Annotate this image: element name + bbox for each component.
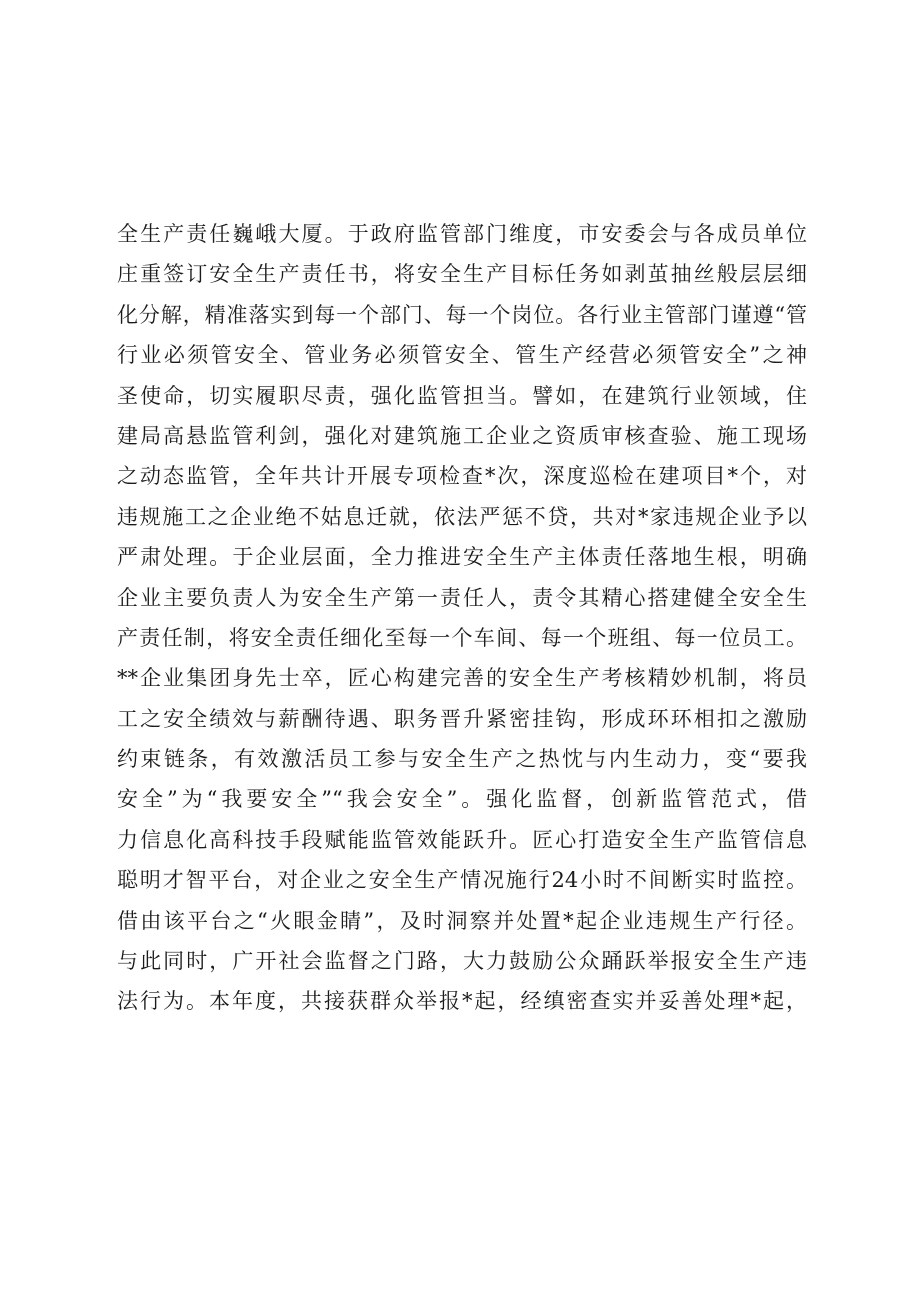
text-line: 法行为。本年度，共接获群众举报*起，经缜密查实并妥善处理*起，	[117, 989, 807, 1014]
text-line: 产责任制，将安全责任细化至每一个车间、每一个班组、每一位员工。	[117, 625, 807, 650]
body-text	[117, 214, 807, 1022]
text-line: 企业主要负责人为安全生产第一责任人，责令其精心搭建健全安全生	[117, 585, 807, 610]
text-line: 全生产责任巍峨大厦。于政府监管部门维度，市安委会与各成员单位	[117, 222, 807, 246]
text-line: 严肃处理。于企业层面，全力推进安全生产主体责任落地生根，明确	[117, 545, 807, 570]
text-line: **企业集团身先士卒，匠心构建完善的安全生产考核精妙机制，将员	[117, 666, 807, 691]
text-line: 违规施工之企业绝不姑息迁就，依法严惩不贷，共对*家违规企业予以	[117, 504, 807, 529]
text-line: 工之安全绩效与薪酬待遇、职务晋升紧密挂钩，形成环环相扣之激励	[117, 706, 807, 731]
text-line: 与此同时，广开社会监督之门路，大力鼓励公众踊跃举报安全生产违	[117, 949, 807, 974]
text-line: 化分解，精准落实到每一个部门、每一个岗位。各行业主管部门谨遵“管	[117, 302, 807, 327]
text-line: 圣使命，切实履职尽责，强化监管担当。譬如，在建筑行业领域，住	[117, 383, 807, 408]
text-line: 建局高悬监管利剑，强化对建筑施工企业之资质审核查验、施工现场	[117, 423, 807, 448]
text-line: 之动态监管，全年共计开展专项检查*次，深度巡检在建项目*个，对	[117, 464, 807, 489]
text-line: 安全”为“我要安全”“我会安全”。强化监督，创新监管范式，借	[117, 787, 807, 812]
text-line: 聪明才智平台，对企业之安全生产情况施行24小时不间断实时监控。	[117, 868, 807, 893]
text-line: 力信息化高科技手段赋能监管效能跃升。匠心打造安全生产监管信息	[117, 827, 807, 852]
text-line: 约束链条，有效激活员工参与安全生产之热忱与内生动力，变“要我	[117, 747, 807, 772]
text-line: 庄重签订安全生产责任书，将安全生产目标任务如剥茧抽丝般层层细	[117, 262, 807, 287]
text-line: 行业必须管安全、管业务必须管安全、管生产经营必须管安全”之神	[117, 343, 807, 368]
text-line: 借由该平台之“火眼金睛”，及时洞察并处置*起企业违规生产行径。	[117, 908, 807, 933]
